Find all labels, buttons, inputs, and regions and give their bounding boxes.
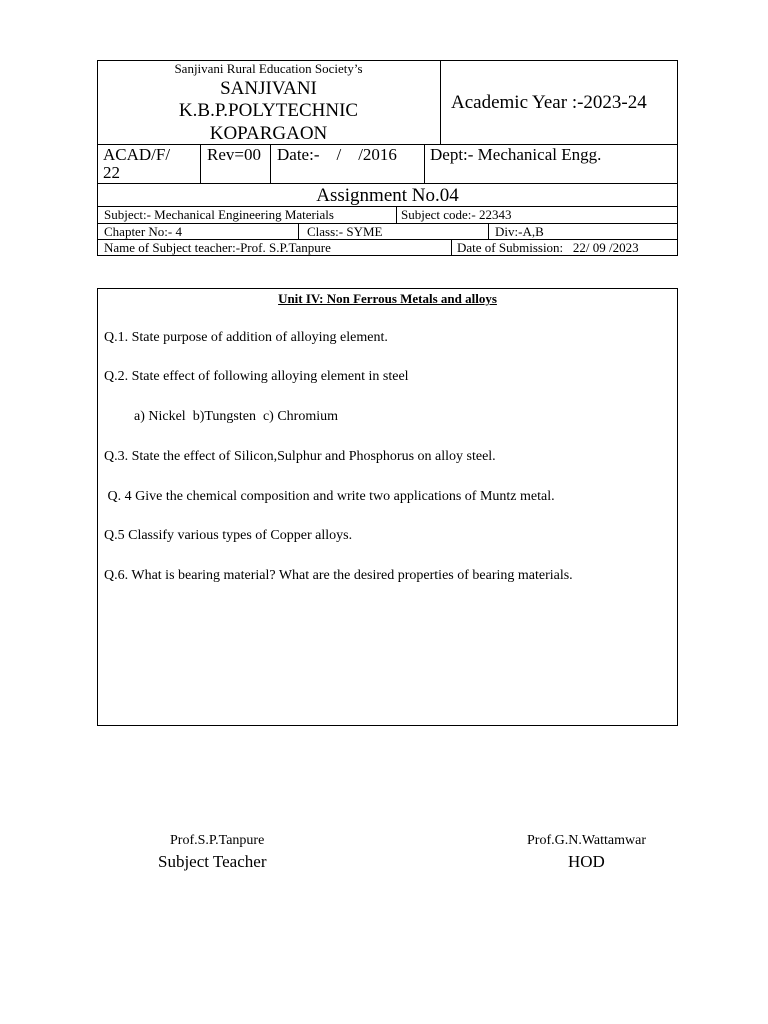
revision: Rev=00 <box>207 145 261 164</box>
submission-date: Date of Submission: 22/ 09 /2023 <box>457 240 639 255</box>
question-5: Q.5 Classify various types of Copper alloys. <box>104 528 353 543</box>
question-3: Q.3. State the effect of Silicon,Sulphur and Phosphorus on alloy steel. <box>104 449 496 464</box>
header-row-line-4 <box>97 223 678 224</box>
subject-code: Subject code:- 22343 <box>401 207 512 222</box>
unit-title: Unit IV: Non Ferrous Metals and alloys <box>278 291 497 306</box>
question-1: Q.1. State purpose of addition of alloying element. <box>104 330 388 345</box>
teacher-signature-name: Prof.S.P.Tanpure <box>170 833 265 848</box>
subject-teacher-name: Name of Subject teacher:-Prof. S.P.Tanpure <box>104 240 331 255</box>
question-2-options: a) Nickel b)Tungsten c) Chromium <box>134 409 339 424</box>
question-2: Q.2. State effect of following alloying element in steel <box>104 369 409 384</box>
acad-code: ACAD/F/ <box>103 145 171 164</box>
question-4: Q. 4 Give the chemical composition and write two applications of Muntz metal. <box>104 489 555 504</box>
header-divider-chapter <box>298 223 299 239</box>
department: Dept:- Mechanical Engg. <box>430 145 602 164</box>
header-divider-class <box>488 223 489 239</box>
assignment-title: Assignment No.04 <box>316 185 459 206</box>
date-field: Date:- / /2016 <box>277 145 397 164</box>
class-name: Class:- SYME <box>307 224 383 239</box>
acad-code-number: 22 <box>103 163 120 182</box>
academic-year: Academic Year :-2023-24 <box>451 92 647 113</box>
institute-name-line1: SANJIVANI <box>220 78 317 99</box>
header-divider-teacher <box>451 239 452 256</box>
header-divider-acad <box>200 144 201 183</box>
society-name: Sanjivani Rural Education Society’s <box>174 61 363 76</box>
institute-name-line2: K.B.P.POLYTECHNIC <box>178 100 359 121</box>
header-divider-rev <box>270 144 271 183</box>
institute-name-line3: KOPARGAON <box>209 123 328 144</box>
header-divider-subject <box>396 206 397 223</box>
assignment-content-box <box>97 288 678 726</box>
header-row-line-2 <box>97 183 678 184</box>
teacher-signature-role: Subject Teacher <box>158 852 267 871</box>
hod-signature-name: Prof.G.N.Wattamwar <box>527 833 647 848</box>
subject-name: Subject:- Mechanical Engineering Materials <box>104 207 334 222</box>
hod-signature-role: HOD <box>568 852 605 871</box>
header-divider-date <box>424 144 425 183</box>
question-6: Q.6. What is bearing material? What are the desired properties of bearing materials. <box>104 568 573 583</box>
header-divider-institute <box>440 60 441 144</box>
chapter-number: Chapter No:- 4 <box>104 224 182 239</box>
division: Div:-A,B <box>495 224 544 239</box>
